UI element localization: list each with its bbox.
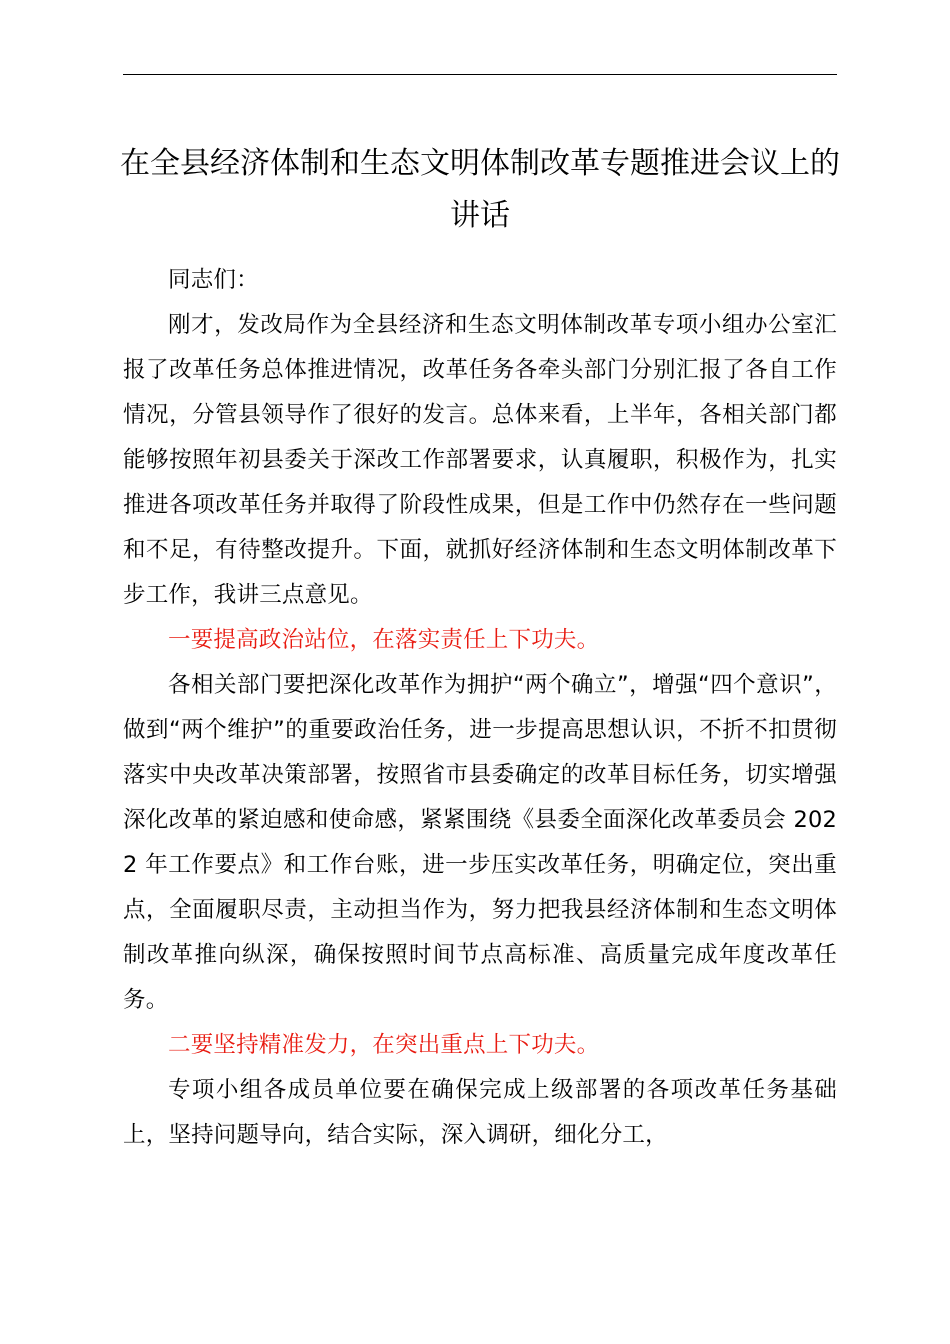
section-heading-1: 一要提高政治站位，在落实责任上下功夫。 (168, 627, 600, 653)
paragraph-section-1: 各相关部门要把深化改革作为拥护“两个确立”，增强“四个意识”，做到“两个维护”的重要政治任务，进一步提高思想认识，不折不扣贯彻落实中央改革决策部署，按照省市县委确定的改革目标任务，切实增强深化改革的紧迫感和使命感，紧紧围绕《县委全面深化改革委员会 2022 年工作要点》和工作台账，进一步压实改革任务，明确定位，突出重点，全面履职尽责，主动担当作为，努力把我县经济体制和生态文明体制改革推向纵深，确保按照时间节点高标准、高质量完成年度改革任务。 (123, 672, 837, 1013)
section-heading-2: 二要坚持精准发力，在突出重点上下功夫。 (168, 1032, 600, 1058)
document-body (123, 258, 837, 1158)
salutation: 同志们： (168, 267, 259, 293)
document-title: 在全县经济体制和生态文明体制改革专题推进会议上的讲话 (120, 146, 840, 233)
paragraph-intro: 刚才，发改局作为全县经济和生态文明体制改革专项小组办公室汇报了改革任务总体推进情况，改革任务各牵头部门分别汇报了各自工作情况，分管县领导作了很好的发言。总体来看，上半年，各相关部门都能够按照年初县委关于深改工作部署要求，认真履职，积极作为，扎实推进各项改革任务并取得了阶段性成果，但是工作中仍然存在一些问题和不足，有待整改提升。下面，就抓好经济体制和生态文明体制改革下步工作，我讲三点意见。 (123, 312, 837, 608)
header-rule (123, 74, 837, 75)
paragraph-section-2: 专项小组各成员单位要在确保完成上级部署的各项改革任务基础上，坚持问题导向，结合实际，深入调研，细化分工， (123, 1077, 837, 1148)
